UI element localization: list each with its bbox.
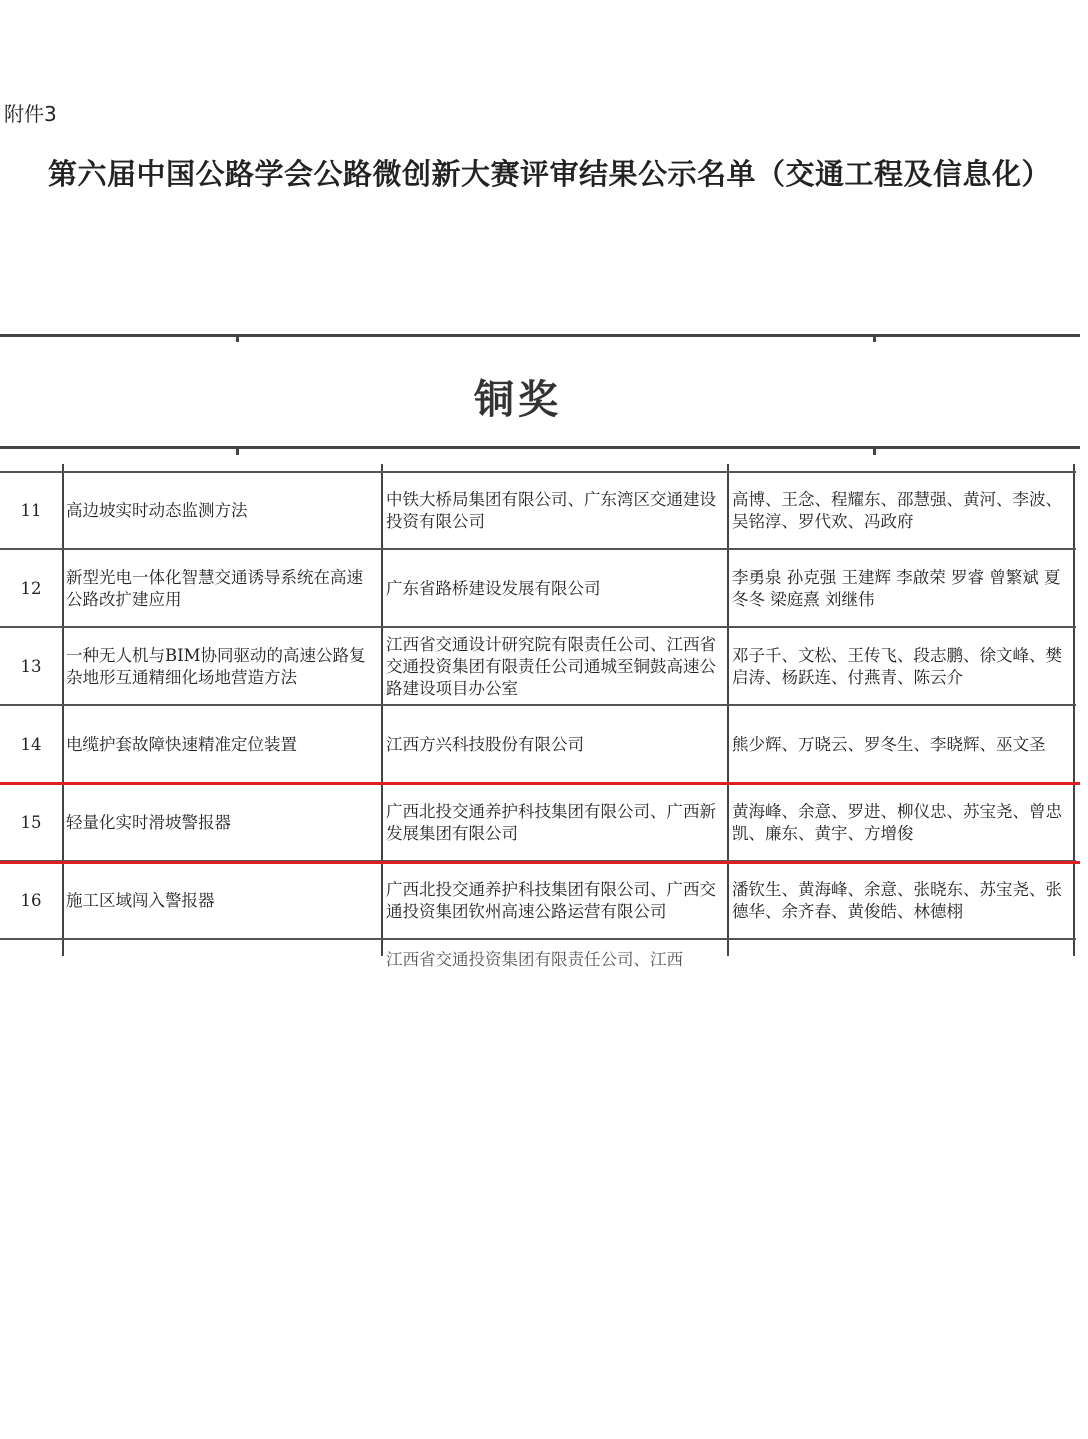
- participants: 邓子千、文松、王传飞、段志鹏、徐文峰、樊启涛、杨跃连、付燕青、陈云介: [732, 646, 1062, 687]
- award-header-bottom-rule: [0, 446, 1080, 449]
- table-row: [0, 629, 1076, 705]
- row-number: 11: [20, 501, 42, 520]
- project-name: 电缆护套故障快速精准定位装置: [66, 735, 297, 754]
- award-header-tick: [873, 449, 876, 455]
- organization: 广东省路桥建设发展有限公司: [386, 579, 601, 598]
- row-number: 13: [20, 657, 42, 676]
- cut-off-organization-text: 江西省交通投资集团有限责任公司、江西: [386, 950, 683, 969]
- highlight-line-bottom: [0, 861, 1080, 864]
- table-row: [0, 785, 1076, 861]
- award-header-tick: [236, 449, 239, 455]
- project-name: 高边坡实时动态监测方法: [66, 501, 248, 520]
- document-title: 第六届中国公路学会公路微创新大赛评审结果公示名单（交通工程及信息化）: [48, 157, 1052, 191]
- participants: 李勇泉 孙克强 王建辉 李啟荣 罗睿 曾繁斌 夏冬冬 梁庭熹 刘继伟: [732, 568, 1061, 609]
- award-header-tick: [873, 336, 876, 342]
- project-name: 一种无人机与BIM协同驱动的高速公路复杂地形互通精细化场地营造方法: [66, 646, 366, 687]
- participants: 潘钦生、黄海峰、余意、张晓东、苏宝尧、张德华、余齐春、黄俊皓、林德栩: [732, 880, 1062, 921]
- participants: 熊少辉、万晓云、罗冬生、李晓辉、巫文圣: [732, 735, 1046, 754]
- table-row: [0, 473, 1076, 549]
- project-name: 新型光电一体化智慧交通诱导系统在高速公路改扩建应用: [66, 568, 363, 609]
- table-row: [0, 863, 1076, 939]
- organization: 江西方兴科技股份有限公司: [386, 735, 584, 754]
- cut-off-row-fragment: [386, 950, 726, 969]
- row-number: 16: [20, 891, 42, 910]
- row-number: 14: [20, 735, 42, 754]
- row-number: 12: [20, 579, 42, 598]
- award-level-heading: 铜奖: [474, 377, 562, 423]
- organization: 中铁大桥局集团有限公司、广东湾区交通建设投资有限公司: [386, 490, 716, 531]
- row-number: 15: [20, 813, 42, 832]
- attachment-label: 附件3: [4, 102, 57, 126]
- award-header-tick: [236, 336, 239, 342]
- participants: 高博、王念、程耀东、邵慧强、黄河、李波、吴铭淳、罗代欢、冯政府: [732, 490, 1062, 531]
- project-name: 轻量化实时滑坡警报器: [66, 813, 231, 832]
- project-name: 施工区域闯入警报器: [66, 891, 215, 910]
- organization: 江西省交通设计研究院有限责任公司、江西省交通投资集团有限责任公司通城至铜鼓高速公路建设项目办公室: [386, 635, 716, 698]
- participants: 黄海峰、余意、罗进、柳仪忠、苏宝尧、曾忠凯、廉东、黄宇、方增俊: [732, 802, 1062, 843]
- organization: 广西北投交通养护科技集团有限公司、广西新发展集团有限公司: [386, 802, 716, 843]
- table-row: [0, 707, 1076, 783]
- award-header-top-rule: [0, 334, 1080, 337]
- organization: 广西北投交通养护科技集团有限公司、广西交通投资集团钦州高速公路运营有限公司: [386, 880, 716, 921]
- highlight-line-top: [0, 782, 1080, 785]
- table-row: [0, 551, 1076, 627]
